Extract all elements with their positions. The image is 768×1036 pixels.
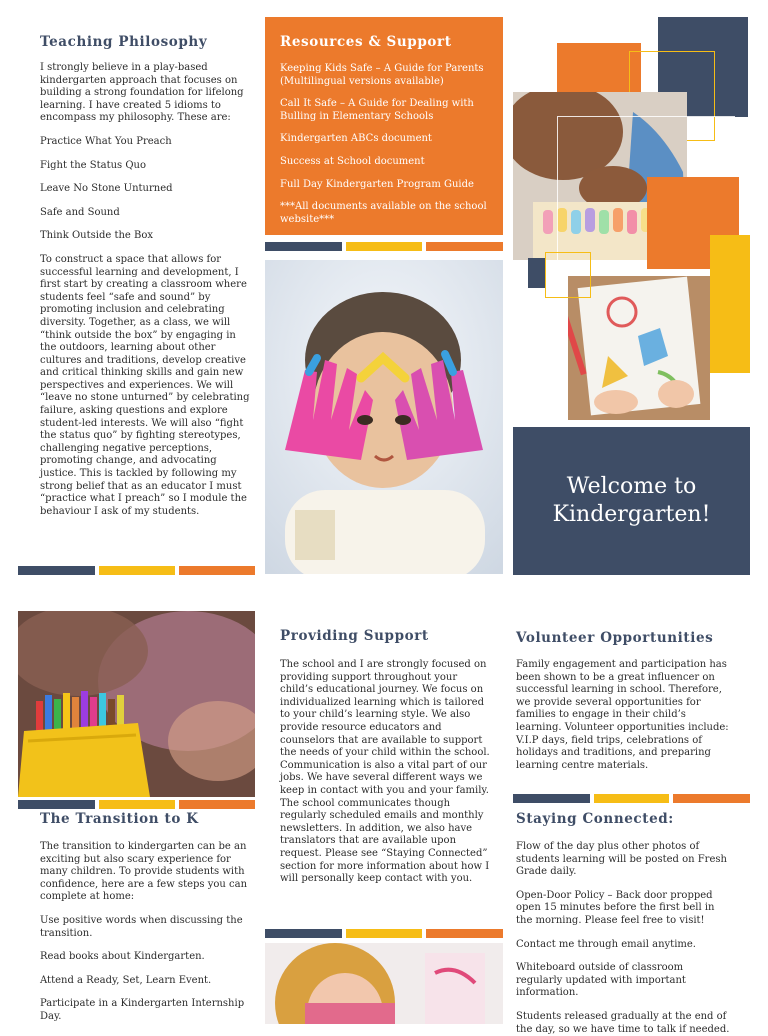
divider-bar-yellow bbox=[346, 929, 422, 938]
idiom-item: Safe and Sound bbox=[40, 206, 120, 218]
divider-bar-orange bbox=[426, 242, 503, 251]
connected-item: Contact me through email anytime. bbox=[516, 938, 696, 950]
resource-link[interactable]: Keeping Kids Safe – A Guide for Parents (Multilingual versions available) bbox=[280, 63, 484, 87]
deco-square-yellow bbox=[710, 235, 750, 373]
divider-bar-yellow bbox=[99, 800, 175, 809]
divider-bar-navy bbox=[18, 800, 95, 809]
volunteer-body: Family engagement and participation has been shown to be a great influencer on successful learning in school. Therefore, we provide several opportunities for families to engage in their child’s learning. Volunteer opportunities include: V.I.P days, field trips, celebrations of holidays and traditions, and preparing learning centre materials. bbox=[516, 659, 729, 771]
providing-support-body: The school and I are strongly focused on providing support throughout your child’s educational journey. We focus on individualized learning which is tailored to your child’s learning style. We also provide resource educators and counselors that are available to support the needs of your child within the school. Communication is also a vital part of our jobs. We have several different ways we keep in contact with you and your family. The school communicates though regularly scheduled emails and monthly newsletters. In addition, we also have translators that are available upon request. Please see “Staying Connected” section for more information about how I will personally keep contact with you. bbox=[280, 659, 490, 885]
transition-section bbox=[40, 811, 252, 1024]
divider-bar-navy bbox=[265, 929, 342, 938]
idiom-item: Practice What You Preach bbox=[40, 135, 172, 147]
deco-outline-small-yellow bbox=[545, 252, 591, 298]
teaching-intro: I strongly believe in a play-based kindergarten approach that focuses on building a strong foundation for lifelong learning. I have created 5 idioms to encompass my philosophy. These are: bbox=[40, 62, 244, 124]
crayons-photo bbox=[18, 611, 255, 797]
idiom-item: Leave No Stone Unturned bbox=[40, 183, 173, 195]
teaching-body: To construct a space that allows for successful learning and development, I first start by creating a classroom where students feel “safe and sound” by promoting inclusion and celebrating diversity. Together, as a class, we will “think outside the box” by engaging in the outdoors, learning about other cultures and traditions, develop creative and critical thinking skills and gain new perspectives and experiences. We will “leave no stone unturned” by celebrating failure, asking questions and explore student-led interests. We will also “fight the status quo” by fighting stereotypes, challenging negative perceptions, promoting change, and advocating justice. This is tackled by following my strong belief that as an educator I must “practice what I preach” so I module the behaviour I ask of my students. bbox=[40, 253, 250, 517]
staying-connected-section bbox=[516, 811, 730, 1036]
volunteer-title: Volunteer Opportunities bbox=[516, 630, 714, 646]
idiom-item: Fight the Status Quo bbox=[40, 159, 146, 171]
providing-support-section bbox=[280, 628, 492, 886]
connected-item: Open-Door Policy – Back door propped open 15 minutes before the first bell in the morning. Please feel free to visit! bbox=[516, 889, 715, 926]
resource-link[interactable]: Call It Safe – A Guide for Dealing with Bulling in Elementary Schools bbox=[280, 98, 474, 122]
resources-box bbox=[265, 17, 503, 235]
divider-bar-orange bbox=[673, 794, 750, 803]
resources-note: ***All documents available on the school website*** bbox=[280, 201, 487, 225]
teaching-philosophy-title: Teaching Philosophy bbox=[40, 34, 208, 50]
teaching-philosophy-section bbox=[40, 34, 252, 518]
transition-step: Read books about Kindergarten. bbox=[40, 951, 205, 963]
divider-bar-yellow bbox=[99, 566, 175, 575]
transition-title: The Transition to K bbox=[40, 811, 199, 827]
divider-bar-navy bbox=[513, 794, 590, 803]
divider-bar-orange bbox=[426, 929, 503, 938]
providing-support-title: Providing Support bbox=[280, 628, 429, 644]
divider-bar-orange bbox=[179, 566, 255, 575]
transition-step: Participate in a Kindergarten Internship Day. bbox=[40, 998, 245, 1022]
idiom-item: Think Outside the Box bbox=[40, 230, 154, 242]
divider-bar-yellow bbox=[594, 794, 669, 803]
divider-bar-orange bbox=[179, 800, 255, 809]
transition-step: Use positive words when discussing the transition. bbox=[40, 914, 243, 939]
transition-intro: The transition to kindergarten can be an exciting but also scary experience for many children. To provide students with confidence, here are a few steps you can complete at home: bbox=[40, 841, 248, 903]
divider-bar-yellow bbox=[346, 242, 422, 251]
resources-title: Resources & Support bbox=[280, 34, 452, 50]
welcome-banner bbox=[513, 427, 750, 575]
staying-connected-title: Staying Connected: bbox=[516, 811, 674, 827]
welcome-line-2: Kindergarten! bbox=[552, 502, 711, 527]
resource-link[interactable]: Success at School document bbox=[280, 155, 425, 167]
volunteer-section bbox=[516, 630, 730, 772]
resource-link[interactable]: Kindergarten ABCs document bbox=[280, 133, 432, 145]
divider-bar-navy bbox=[18, 566, 95, 575]
deco-small-navy bbox=[528, 258, 546, 288]
connected-item: Whiteboard outside of classroom regularly updated with important information. bbox=[516, 962, 686, 999]
welcome-line-1: Welcome to bbox=[566, 474, 697, 499]
connected-item: Flow of the day plus other photos of students learning will be posted on Fresh Grade daily. bbox=[516, 841, 727, 878]
child-painting-photo bbox=[265, 943, 503, 1024]
connected-item: Students released gradually at the end of the day, so we have time to talk if needed. bbox=[516, 1010, 730, 1035]
resource-link[interactable]: Full Day Kindergarten Program Guide bbox=[280, 178, 474, 190]
child-painted-hands-photo bbox=[265, 260, 503, 574]
transition-step: Attend a Ready, Set, Learn Event. bbox=[40, 974, 212, 986]
divider-bar-navy bbox=[265, 242, 342, 251]
